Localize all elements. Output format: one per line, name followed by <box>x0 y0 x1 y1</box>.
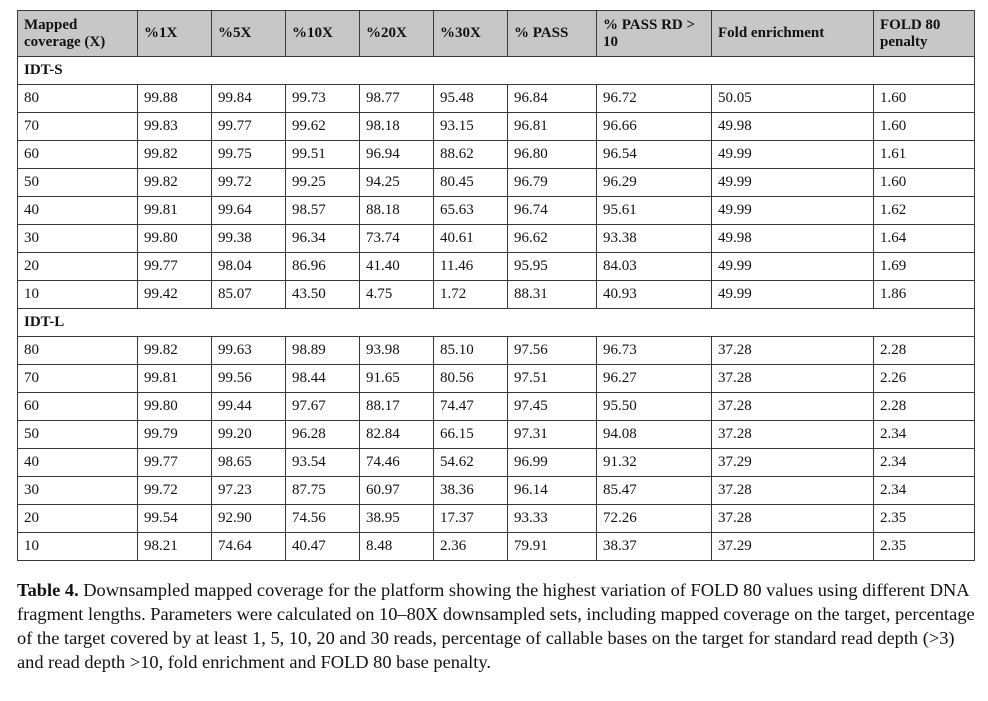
table-cell: 40 <box>18 197 138 225</box>
table-cell: 66.15 <box>434 421 508 449</box>
table-cell: 88.18 <box>360 197 434 225</box>
table-cell: 95.48 <box>434 85 508 113</box>
header-label: FOLD 80 penalty <box>880 16 941 50</box>
table-cell: 37.28 <box>712 505 874 533</box>
table-cell: 49.99 <box>712 169 874 197</box>
table-cell: 91.65 <box>360 365 434 393</box>
table-cell: 49.99 <box>712 197 874 225</box>
table-cell: 49.99 <box>712 141 874 169</box>
table-cell: 60 <box>18 141 138 169</box>
table-cell: 2.34 <box>874 477 975 505</box>
table-cell: 40.61 <box>434 225 508 253</box>
table-cell: 93.33 <box>508 505 597 533</box>
table-cell: 99.25 <box>286 169 360 197</box>
header-label: % PASS <box>514 25 569 41</box>
table-cell: 73.74 <box>360 225 434 253</box>
table-cell: 65.63 <box>434 197 508 225</box>
table-cell: 99.77 <box>212 113 286 141</box>
table-cell: 80 <box>18 337 138 365</box>
table-cell: 40 <box>18 449 138 477</box>
caption-text: Downsampled mapped coverage for the platform showing the highest variation of FOLD 80 values using different DNA fragment lengths. Parameters were calculated on 10–80X downsampled sets, including mapped coverage on the target, percentage of the target covered by at least 1, 5, 10, 20 and 30 reads, percentage of callable bases on the target for standard read depth (>3) and read depth >10, fold enrichment and FOLD 80 base penalty. <box>17 580 975 672</box>
table-cell: 99.44 <box>212 393 286 421</box>
table-row <box>18 421 975 449</box>
table-cell: 99.84 <box>212 85 286 113</box>
table-cell: 99.80 <box>138 393 212 421</box>
column-header-pct-1x <box>138 11 212 57</box>
table-cell: 88.31 <box>508 281 597 309</box>
table-cell: 93.54 <box>286 449 360 477</box>
table-cell: 49.99 <box>712 281 874 309</box>
table-cell: 20 <box>18 505 138 533</box>
table-cell: 99.63 <box>212 337 286 365</box>
column-header-pct-5x <box>212 11 286 57</box>
table-cell: 99.81 <box>138 365 212 393</box>
table-cell: 49.98 <box>712 113 874 141</box>
table-row <box>18 225 975 253</box>
table-row <box>18 141 975 169</box>
table-cell: 99.75 <box>212 141 286 169</box>
table-cell: 95.95 <box>508 253 597 281</box>
table-cell: 84.03 <box>597 253 712 281</box>
table-row <box>18 85 975 113</box>
table-cell: 17.37 <box>434 505 508 533</box>
table-cell: 2.28 <box>874 393 975 421</box>
table-cell: 99.56 <box>212 365 286 393</box>
table-cell: 50 <box>18 169 138 197</box>
table-caption <box>17 578 977 674</box>
table-cell: 99.62 <box>286 113 360 141</box>
table-cell: 99.20 <box>212 421 286 449</box>
table-cell: 87.75 <box>286 477 360 505</box>
table-cell: 80.45 <box>434 169 508 197</box>
table-cell: 41.40 <box>360 253 434 281</box>
table-cell: 96.84 <box>508 85 597 113</box>
table-cell: 38.95 <box>360 505 434 533</box>
table-row <box>18 505 975 533</box>
group-label: IDT-S <box>18 57 975 85</box>
table-cell: 99.42 <box>138 281 212 309</box>
table-cell: 99.82 <box>138 337 212 365</box>
table-cell: 96.62 <box>508 225 597 253</box>
coverage-table-container <box>17 10 974 561</box>
table-cell: 96.74 <box>508 197 597 225</box>
table-cell: 85.47 <box>597 477 712 505</box>
column-header-mapped-coverage <box>18 11 138 57</box>
table-cell: 54.62 <box>434 449 508 477</box>
table-cell: 94.25 <box>360 169 434 197</box>
table-cell: 1.62 <box>874 197 975 225</box>
table-cell: 97.23 <box>212 477 286 505</box>
table-row <box>18 113 975 141</box>
table-cell: 96.28 <box>286 421 360 449</box>
table-cell: 85.07 <box>212 281 286 309</box>
table-cell: 99.82 <box>138 169 212 197</box>
table-row <box>18 337 975 365</box>
table-cell: 97.31 <box>508 421 597 449</box>
table-cell: 82.84 <box>360 421 434 449</box>
table-cell: 99.77 <box>138 253 212 281</box>
column-header-pct-pass <box>508 11 597 57</box>
table-cell: 99.73 <box>286 85 360 113</box>
table-cell: 95.61 <box>597 197 712 225</box>
table-cell: 74.46 <box>360 449 434 477</box>
table-cell: 49.99 <box>712 253 874 281</box>
coverage-table <box>17 10 975 561</box>
table-cell: 96.54 <box>597 141 712 169</box>
table-cell: 98.18 <box>360 113 434 141</box>
table-cell: 74.56 <box>286 505 360 533</box>
table-cell: 97.67 <box>286 393 360 421</box>
table-row <box>18 253 975 281</box>
table-cell: 98.65 <box>212 449 286 477</box>
table-cell: 96.73 <box>597 337 712 365</box>
column-header-pct-30x <box>434 11 508 57</box>
table-cell: 37.29 <box>712 449 874 477</box>
table-cell: 85.10 <box>434 337 508 365</box>
table-cell: 2.34 <box>874 449 975 477</box>
table-row <box>18 365 975 393</box>
table-cell: 50 <box>18 421 138 449</box>
table-cell: 1.60 <box>874 169 975 197</box>
column-header-pct-pass-rd10 <box>597 11 712 57</box>
table-cell: 99.82 <box>138 141 212 169</box>
table-cell: 80 <box>18 85 138 113</box>
caption-label: Table 4. <box>17 580 79 600</box>
table-row <box>18 393 975 421</box>
table-cell: 1.61 <box>874 141 975 169</box>
table-cell: 1.60 <box>874 113 975 141</box>
table-cell: 2.36 <box>434 533 508 561</box>
table-cell: 96.34 <box>286 225 360 253</box>
table-cell: 30 <box>18 477 138 505</box>
table-cell: 74.64 <box>212 533 286 561</box>
table-cell: 30 <box>18 225 138 253</box>
header-label: %20X <box>366 25 407 41</box>
table-cell: 37.29 <box>712 533 874 561</box>
column-header-fold80-penalty <box>874 11 975 57</box>
table-cell: 98.44 <box>286 365 360 393</box>
table-cell: 4.75 <box>360 281 434 309</box>
table-cell: 70 <box>18 113 138 141</box>
table-cell: 98.04 <box>212 253 286 281</box>
table-cell: 88.62 <box>434 141 508 169</box>
table-cell: 99.88 <box>138 85 212 113</box>
table-row <box>18 533 975 561</box>
table-cell: 96.94 <box>360 141 434 169</box>
table-cell: 1.60 <box>874 85 975 113</box>
table-cell: 60 <box>18 393 138 421</box>
column-header-fold-enrichment <box>712 11 874 57</box>
table-cell: 10 <box>18 533 138 561</box>
header-label: % PASS RD > 10 <box>603 16 696 50</box>
table-cell: 98.77 <box>360 85 434 113</box>
table-cell: 97.56 <box>508 337 597 365</box>
table-cell: 1.72 <box>434 281 508 309</box>
table-cell: 38.36 <box>434 477 508 505</box>
table-cell: 93.38 <box>597 225 712 253</box>
table-cell: 43.50 <box>286 281 360 309</box>
table-cell: 8.48 <box>360 533 434 561</box>
table-cell: 79.91 <box>508 533 597 561</box>
table-cell: 99.79 <box>138 421 212 449</box>
table-cell: 94.08 <box>597 421 712 449</box>
table-cell: 95.50 <box>597 393 712 421</box>
table-cell: 37.28 <box>712 477 874 505</box>
table-cell: 49.98 <box>712 225 874 253</box>
table-cell: 96.14 <box>508 477 597 505</box>
group-row <box>18 57 975 85</box>
header-label: %30X <box>440 25 481 41</box>
column-header-pct-20x <box>360 11 434 57</box>
table-cell: 91.32 <box>597 449 712 477</box>
table-cell: 99.64 <box>212 197 286 225</box>
table-cell: 92.90 <box>212 505 286 533</box>
table-cell: 96.80 <box>508 141 597 169</box>
table-cell: 20 <box>18 253 138 281</box>
table-cell: 80.56 <box>434 365 508 393</box>
table-cell: 2.34 <box>874 421 975 449</box>
table-cell: 93.98 <box>360 337 434 365</box>
table-cell: 38.37 <box>597 533 712 561</box>
table-cell: 99.83 <box>138 113 212 141</box>
table-cell: 37.28 <box>712 365 874 393</box>
table-cell: 40.47 <box>286 533 360 561</box>
table-row <box>18 169 975 197</box>
table-cell: 10 <box>18 281 138 309</box>
header-label: %10X <box>292 25 333 41</box>
table-cell: 2.26 <box>874 365 975 393</box>
header-label: %5X <box>218 25 252 41</box>
column-header-pct-10x <box>286 11 360 57</box>
table-cell: 74.47 <box>434 393 508 421</box>
table-cell: 2.35 <box>874 505 975 533</box>
table-cell: 96.99 <box>508 449 597 477</box>
table-cell: 99.77 <box>138 449 212 477</box>
table-cell: 99.80 <box>138 225 212 253</box>
table-cell: 99.72 <box>138 477 212 505</box>
table-cell: 96.66 <box>597 113 712 141</box>
table-cell: 98.21 <box>138 533 212 561</box>
table-cell: 97.45 <box>508 393 597 421</box>
table-cell: 50.05 <box>712 85 874 113</box>
header-row <box>18 11 975 57</box>
table-cell: 37.28 <box>712 337 874 365</box>
table-cell: 2.35 <box>874 533 975 561</box>
group-row <box>18 309 975 337</box>
table-cell: 70 <box>18 365 138 393</box>
table-cell: 40.93 <box>597 281 712 309</box>
table-cell: 99.54 <box>138 505 212 533</box>
header-label: Fold enrichment <box>718 25 825 41</box>
table-header <box>18 11 975 57</box>
table-cell: 96.27 <box>597 365 712 393</box>
table-cell: 93.15 <box>434 113 508 141</box>
table-cell: 99.38 <box>212 225 286 253</box>
table-cell: 2.28 <box>874 337 975 365</box>
table-cell: 97.51 <box>508 365 597 393</box>
table-cell: 11.46 <box>434 253 508 281</box>
table-cell: 99.72 <box>212 169 286 197</box>
table-cell: 88.17 <box>360 393 434 421</box>
table-cell: 99.81 <box>138 197 212 225</box>
table-cell: 72.26 <box>597 505 712 533</box>
group-label: IDT-L <box>18 309 975 337</box>
table-cell: 96.79 <box>508 169 597 197</box>
table-row <box>18 281 975 309</box>
table-cell: 96.29 <box>597 169 712 197</box>
table-row <box>18 449 975 477</box>
table-cell: 60.97 <box>360 477 434 505</box>
table-cell: 98.57 <box>286 197 360 225</box>
table-cell: 1.86 <box>874 281 975 309</box>
table-cell: 96.72 <box>597 85 712 113</box>
table-body <box>18 57 975 561</box>
table-cell: 96.81 <box>508 113 597 141</box>
table-cell: 37.28 <box>712 393 874 421</box>
table-cell: 86.96 <box>286 253 360 281</box>
table-row <box>18 477 975 505</box>
table-cell: 37.28 <box>712 421 874 449</box>
header-label: Mapped coverage (X) <box>24 16 106 50</box>
table-cell: 99.51 <box>286 141 360 169</box>
header-label: %1X <box>144 25 178 41</box>
table-row <box>18 197 975 225</box>
table-cell: 1.69 <box>874 253 975 281</box>
table-cell: 98.89 <box>286 337 360 365</box>
table-cell: 1.64 <box>874 225 975 253</box>
